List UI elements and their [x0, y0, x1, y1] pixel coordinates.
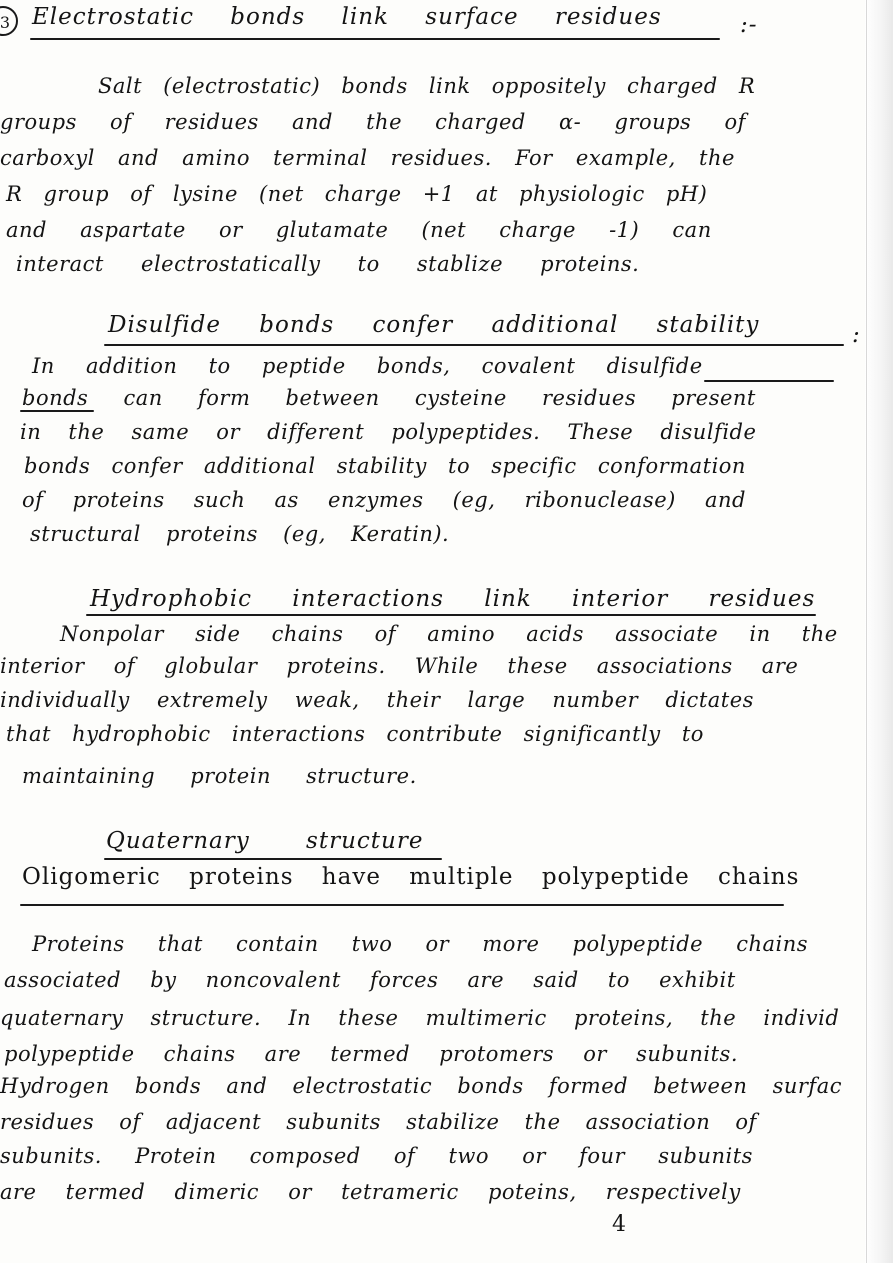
- hydrophobic-line-1: Nonpolar side chains of amino acids associate in the: [60, 622, 838, 646]
- underline-electrostatic: [30, 38, 720, 40]
- heading-quaternary: Quaternary structure: [106, 828, 424, 854]
- underline-disulfide: [104, 344, 844, 346]
- quaternary-line-6: residues of adjacent subunits stabilize the association of: [0, 1110, 757, 1134]
- hydrophobic-line-2: interior of globular proteins. While these associations are: [0, 654, 799, 678]
- disulfide-line-5: of proteins such as enzymes (eg, ribonuclease) and: [22, 488, 746, 512]
- underline-quaternary: [104, 858, 442, 860]
- page-edge-line: [866, 0, 867, 1263]
- disulfide-line-3: in the same or different polypeptides. These disulfide: [20, 420, 757, 444]
- disulfide-line-2: bonds can form between cysteine residues present: [22, 386, 756, 410]
- underline-hydrophobic: [86, 614, 816, 616]
- quaternary-line-1: Proteins that contain two or more polypeptide chains: [32, 932, 809, 956]
- section-number-badge: 3: [0, 6, 18, 36]
- underline-bonds-word: [20, 410, 94, 412]
- disulfide-line-1: In addition to peptide bonds, covalent disulfide: [32, 354, 703, 378]
- electrostatic-line-3: carboxyl and amino terminal residues. For example, the: [0, 146, 735, 170]
- heading-disulfide: Disulfide bonds confer additional stability: [108, 312, 760, 338]
- quaternary-line-3: quaternary structure. In these multimeric proteins, the individ: [0, 1006, 840, 1030]
- electrostatic-line-4: R group of lysine (net charge +1 at physiologic pH): [6, 182, 708, 206]
- disulfide-line-6: structural proteins (eg, Keratin).: [30, 522, 450, 546]
- quaternary-line-7: subunits. Protein composed of two or four subunits: [0, 1144, 753, 1168]
- heading-hydrophobic: Hydrophobic interactions link interior residues: [90, 586, 816, 612]
- underline-oligomeric: [20, 904, 784, 906]
- electrostatic-line-6: interact electrostatically to stablize proteins.: [16, 252, 640, 276]
- quaternary-line-8: are termed dimeric or tetrameric poteins, respectively: [0, 1180, 741, 1204]
- hydrophobic-line-5: maintaining protein structure.: [22, 764, 417, 788]
- electrostatic-line-2: groups of residues and the charged α- groups of: [0, 110, 746, 134]
- page-number: 4: [612, 1212, 626, 1237]
- heading-electrostatic-text: Electrostatic bonds link surface residues: [32, 4, 662, 30]
- quaternary-line-4: polypeptide chains are termed protomers or subunits.: [4, 1042, 739, 1066]
- subheading-oligomeric: Oligomeric proteins have multiple polypeptide chains: [22, 864, 800, 890]
- hydrophobic-line-4: that hydrophobic interactions contribute significantly to: [6, 722, 704, 746]
- hydrophobic-line-3: individually extremely weak, their large number dictates: [0, 688, 754, 712]
- quaternary-line-5: Hydrogen bonds and electrostatic bonds formed between surfac: [0, 1074, 842, 1098]
- electrostatic-line-1: Salt (electrostatic) bonds link oppositely charged R: [98, 74, 756, 98]
- electrostatic-line-5: and aspartate or glutamate (net charge -1) can: [6, 218, 712, 242]
- heading-electrostatic: [32, 4, 662, 30]
- heading-electrostatic-suffix: :-: [740, 12, 758, 38]
- page-edge-shadow: [865, 0, 893, 1263]
- heading-disulfide-suffix: :: [852, 322, 861, 348]
- quaternary-line-2: associated by noncovalent forces are said to exhibit: [4, 968, 736, 992]
- underline-disulfide-word: [704, 380, 834, 382]
- disulfide-line-4: bonds confer additional stability to specific conformation: [24, 454, 746, 478]
